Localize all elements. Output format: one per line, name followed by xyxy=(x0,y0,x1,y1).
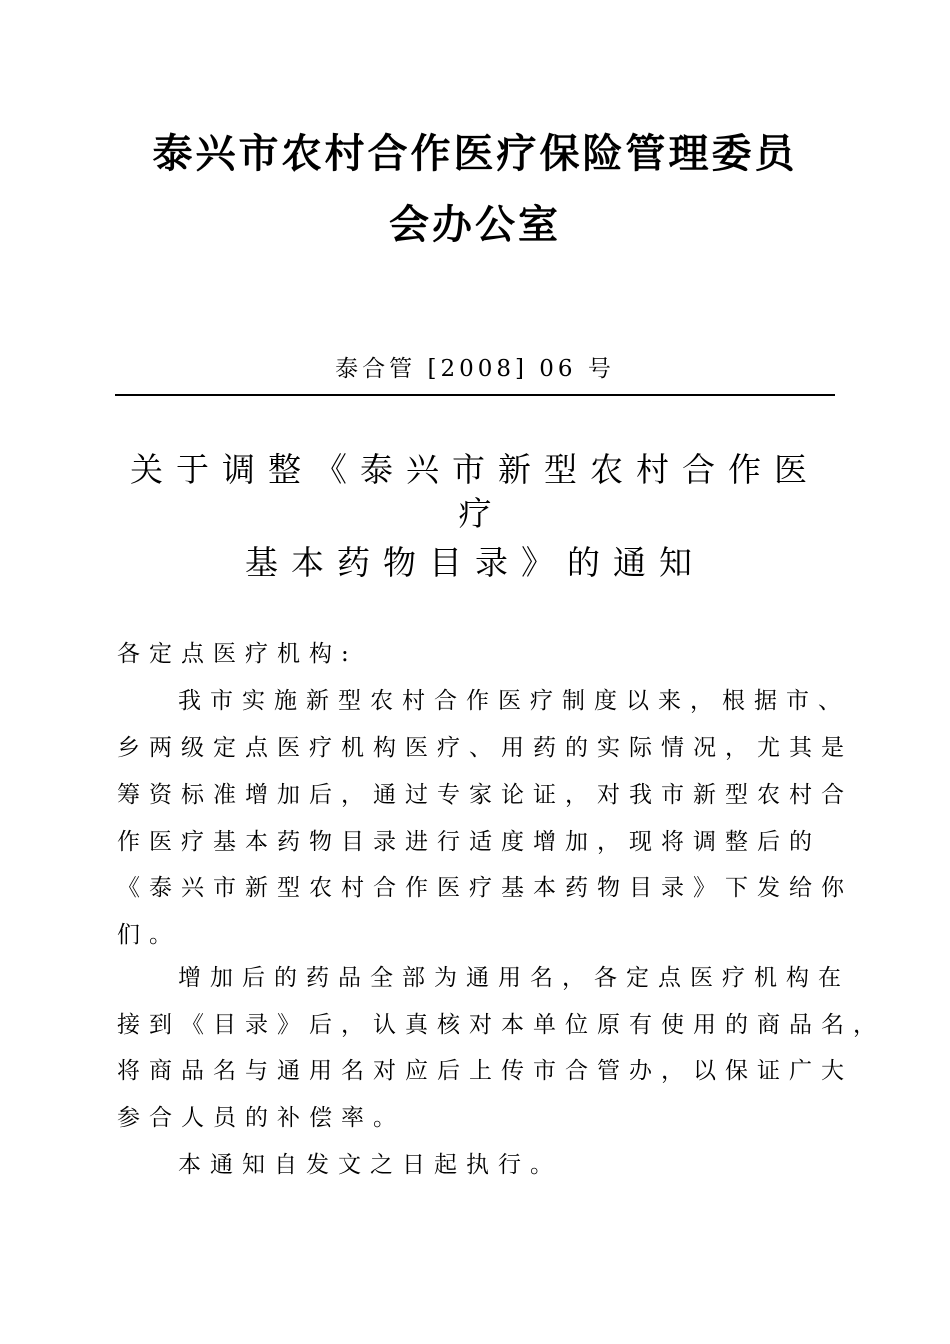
paragraph-1-line: 筹资标准增加后，通过专家论证，对我市新型农村合 xyxy=(117,782,853,808)
paragraph-1-line: 们。 xyxy=(117,922,181,948)
paragraph-1-line: 作医疗基本药物目录进行适度增加，现将调整后的 xyxy=(117,829,821,855)
paragraph-1-line: 乡两级定点医疗机构医疗、用药的实际情况，尤其是 xyxy=(117,735,853,761)
notice-title-line-2: 疗 xyxy=(458,494,492,533)
paragraph-2-line: 参合人员的补偿率。 xyxy=(117,1105,405,1131)
paragraph-2-line: 将商品名与通用名对应后上传市合管办，以保证广大 xyxy=(117,1058,853,1084)
issuing-office-title-line-1: 泰兴市农村合作医疗保险管理委员 xyxy=(152,131,798,177)
notice-title-line-1: 关于调整《泰兴市新型农村合作医 xyxy=(130,450,820,489)
issuing-office-title-line-2: 会办公室 xyxy=(389,202,561,248)
paragraph-3-line: 本通知自发文之日起执行。 xyxy=(178,1152,562,1178)
paragraph-2-line: 增加后的药品全部为通用名，各定点医疗机构在 xyxy=(178,965,850,991)
document-number: 泰合管 [2008] 06 号 xyxy=(335,356,615,382)
salutation: 各定点医疗机构: xyxy=(117,641,358,667)
header-divider xyxy=(115,394,835,396)
paragraph-1-line: 《泰兴市新型农村合作医疗基本药物目录》下发给你 xyxy=(117,875,853,901)
notice-title-line-3: 基本药物目录》的通知 xyxy=(245,543,705,582)
paragraph-2-line: 接到《目录》后，认真核对本单位原有使用的商品名， xyxy=(117,1012,885,1038)
paragraph-1-line: 我市实施新型农村合作医疗制度以来，根据市、 xyxy=(178,688,850,714)
